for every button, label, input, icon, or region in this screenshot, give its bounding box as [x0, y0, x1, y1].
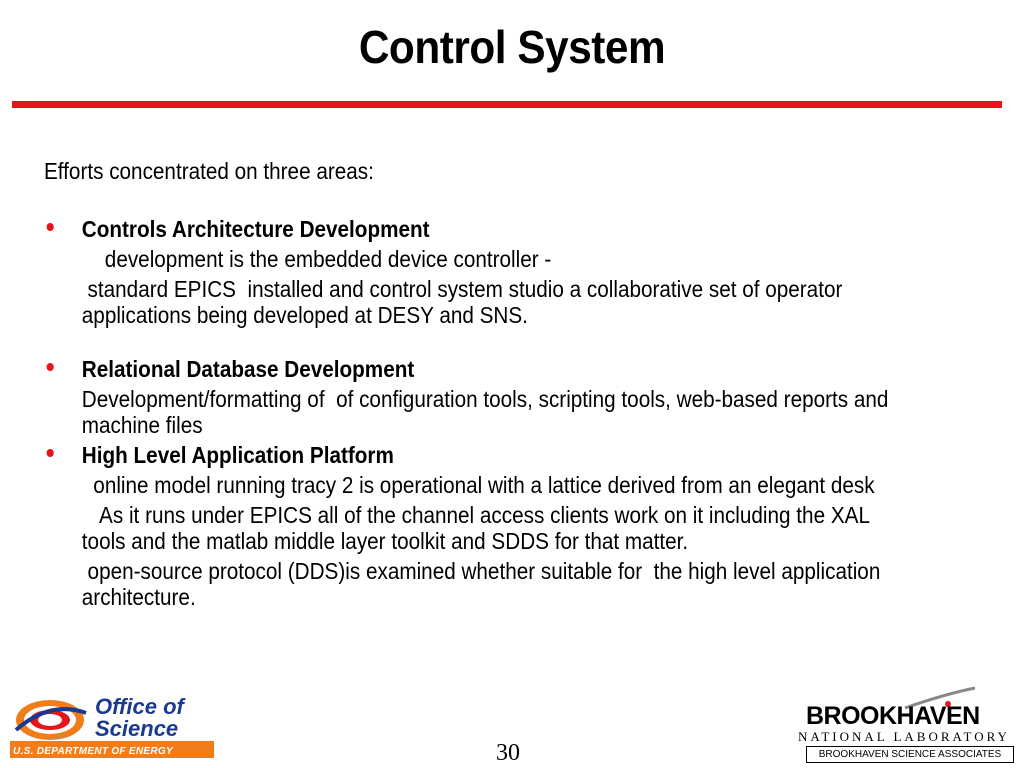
- bullet-detail: development is the embedded device controller -: [81, 246, 552, 272]
- title-divider: [12, 101, 1002, 108]
- bullet-detail: online model running tracy 2 is operational with a lattice derived from an elegant desk: [81, 472, 875, 498]
- bsa-label: BROOKHAVEN SCIENCE ASSOCIATES: [806, 746, 1014, 763]
- bullet-item-database: [44, 351, 899, 438]
- bullet-icon: •: [45, 211, 55, 242]
- bullet-heading: Controls Architecture Development: [81, 216, 430, 242]
- bullet-item-controls: [44, 211, 899, 328]
- brookhaven-logo: BROOKHAVEN: [806, 702, 980, 730]
- office-of-science-label: Office of Science: [95, 694, 184, 741]
- bullet-detail: open-source protocol (DDS)is examined whether suitable for the high level application architecture.: [81, 558, 887, 610]
- bullet-icon: •: [45, 351, 55, 382]
- national-laboratory-label: NATIONAL LABORATORY: [798, 729, 1010, 744]
- slide-title: Control System: [358, 21, 666, 73]
- bullet-heading: High Level Application Platform: [81, 442, 394, 468]
- intro-text: Efforts concentrated on three areas:: [44, 158, 374, 184]
- bullet-icon: •: [45, 437, 55, 468]
- bullet-detail: As it runs under EPICS all of the channel access clients work on it including the XAL tools and the matlab middle layer toolkit and SDDS for that matter.: [81, 502, 875, 554]
- doe-agency-label: U.S. DEPARTMENT OF ENERGY: [13, 746, 173, 757]
- bullet-heading: Relational Database Development: [81, 356, 415, 382]
- bullet-detail: standard EPICS installed and control system studio a collaborative set of operator applications being developed at DESY and SNS.: [81, 276, 849, 328]
- page-number: 30: [496, 740, 520, 766]
- slide-body: [44, 158, 899, 610]
- bullet-item-hla: [44, 437, 899, 610]
- bullet-detail: Development/formatting of of configuration tools, scripting tools, web-based reports and machine files: [81, 386, 895, 438]
